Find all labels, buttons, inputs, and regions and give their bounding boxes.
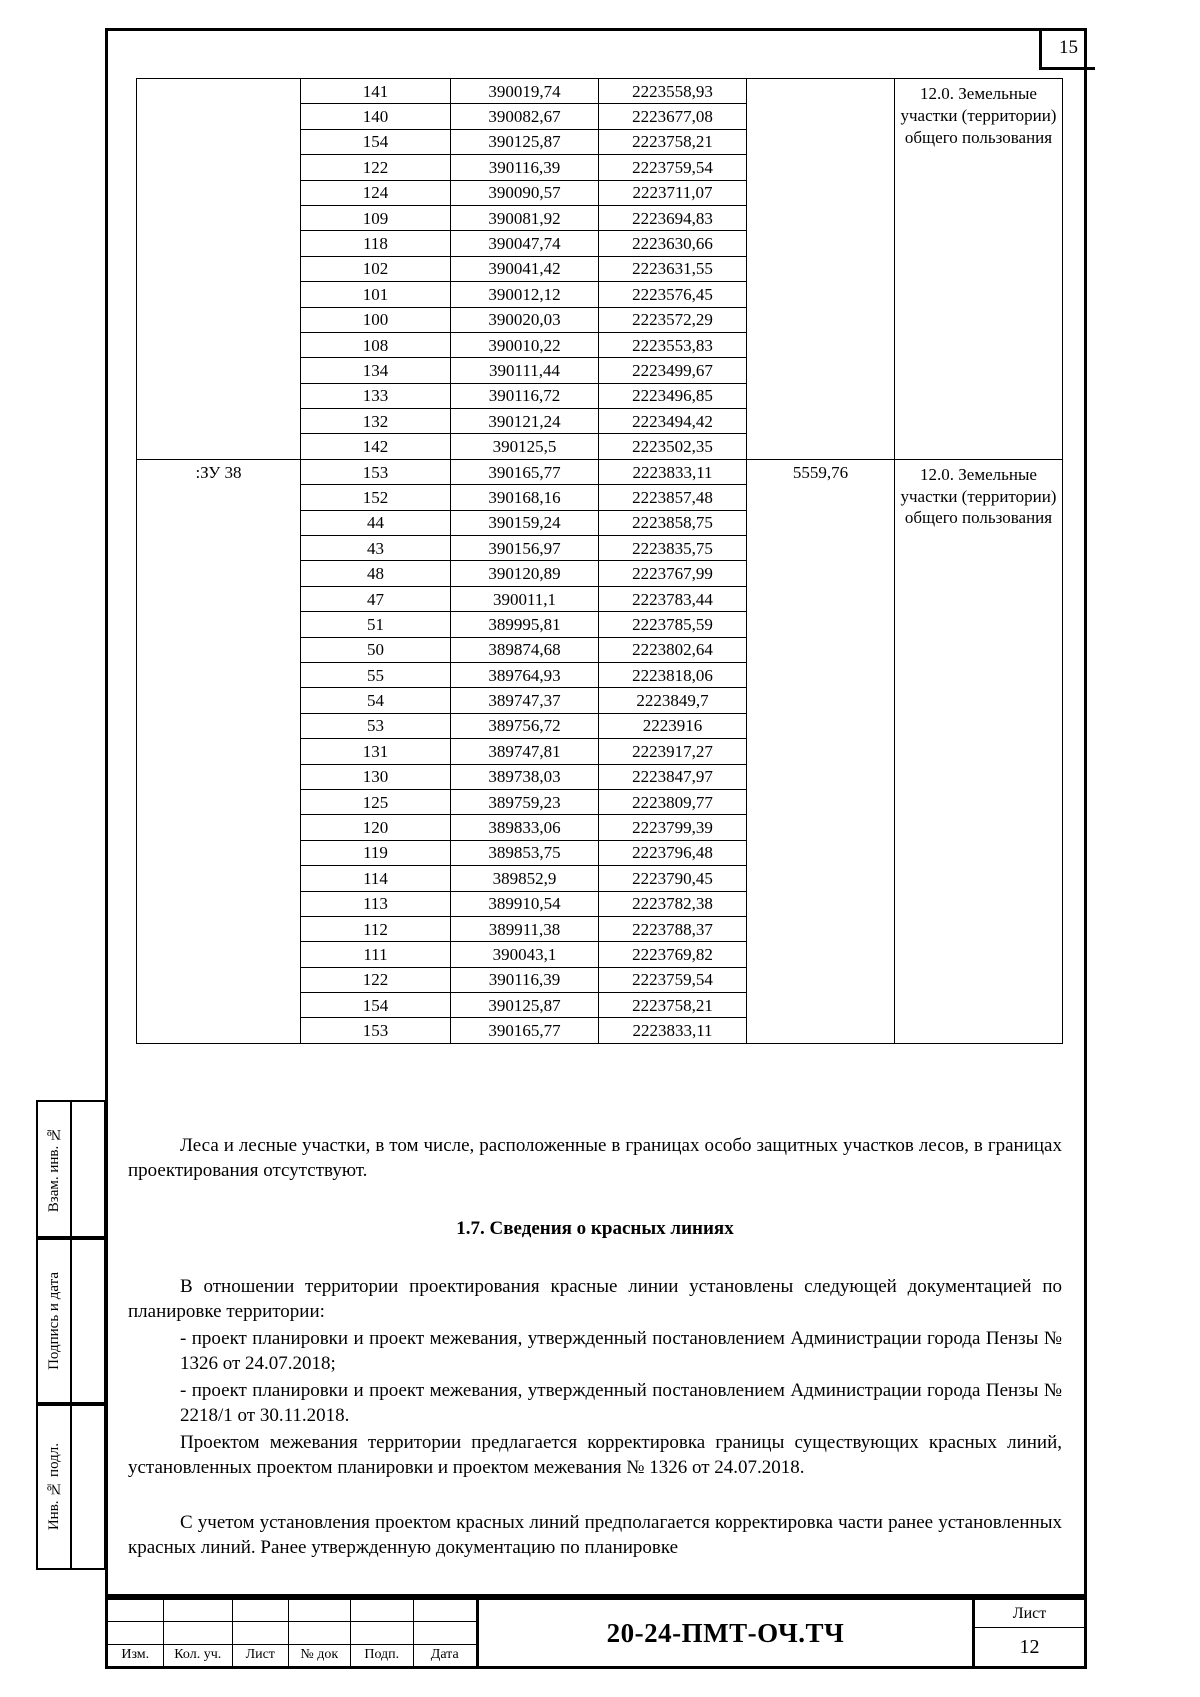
cell-coordinate-x: 390090,57 bbox=[451, 180, 599, 205]
cell-zu-designation bbox=[137, 459, 301, 1043]
intro-paragraph: В отношении территории проектирования красные линии установлены следующей документацией по планировке территории: bbox=[128, 1276, 1062, 1323]
cell-coordinate-y: 2223802,64 bbox=[599, 637, 747, 662]
tb-r1-data bbox=[414, 1600, 476, 1621]
cell-coordinate-x: 390120,89 bbox=[451, 561, 599, 586]
tb-col-ndok: № док bbox=[289, 1645, 351, 1666]
stamp-label-vzam-inv: Взам. инв. № bbox=[38, 1102, 72, 1236]
cell-coordinate-x: 390047,74 bbox=[451, 231, 599, 256]
cell-point-number: 153 bbox=[301, 1018, 451, 1043]
cell-coordinate-y: 2223916 bbox=[599, 713, 747, 738]
cell-coordinate-y: 2223833,11 bbox=[599, 1018, 747, 1043]
cell-point-number: 43 bbox=[301, 536, 451, 561]
cell-coordinate-x: 390111,44 bbox=[451, 358, 599, 383]
tb-col-list: Лист bbox=[233, 1645, 289, 1666]
stamp-inv-podl bbox=[36, 1404, 106, 1570]
cell-coordinate-x: 390010,22 bbox=[451, 332, 599, 357]
paragraph-3: Проектом межевания территории предлагается корректировка границы существующих красных линий, установленных проектом планировки и проектом межевания № 1326 от 24.07.2018. bbox=[128, 1432, 1062, 1479]
cell-coordinate-y: 2223769,82 bbox=[599, 942, 747, 967]
page-number-box bbox=[1039, 28, 1095, 70]
cell-coordinate-x: 389852,9 bbox=[451, 866, 599, 891]
cell-point-number: 108 bbox=[301, 332, 451, 357]
bullet-2-block bbox=[128, 1378, 1062, 1428]
category-text: 12.0. Земельные участки (территории) общего пользования bbox=[900, 84, 1057, 147]
paragraph-4-block bbox=[128, 1510, 1062, 1560]
title-block-row-2 bbox=[108, 1622, 476, 1644]
intro-paragraph-block bbox=[128, 1274, 1062, 1324]
cell-coordinate-y: 2223553,83 bbox=[599, 332, 747, 357]
cell-point-number: 118 bbox=[301, 231, 451, 256]
title-block bbox=[105, 1597, 1087, 1669]
cell-coordinate-y: 2223796,48 bbox=[599, 840, 747, 865]
cell-coordinate-x: 390125,87 bbox=[451, 993, 599, 1018]
cell-coordinate-x: 390082,67 bbox=[451, 104, 599, 129]
cell-coordinate-y: 2223694,83 bbox=[599, 205, 747, 230]
cell-point-number: 154 bbox=[301, 129, 451, 154]
cell-point-number: 120 bbox=[301, 815, 451, 840]
tb-r2-podp bbox=[351, 1622, 413, 1643]
cell-coordinate-y: 2223849,7 bbox=[599, 688, 747, 713]
stamp-label-inv-podl: Инв. № подл. bbox=[38, 1406, 72, 1568]
tb-col-data: Дата bbox=[430, 1647, 459, 1663]
cell-coordinate-x: 389759,23 bbox=[451, 789, 599, 814]
tb-r2-izm bbox=[108, 1622, 164, 1643]
cell-point-number: 53 bbox=[301, 713, 451, 738]
cell-coordinate-x: 390165,77 bbox=[451, 1018, 599, 1043]
section-heading-1-7 bbox=[128, 1218, 1062, 1240]
cell-point-number: 152 bbox=[301, 485, 451, 510]
cell-coordinate-x: 390043,1 bbox=[451, 942, 599, 967]
cell-coordinate-y: 2223759,54 bbox=[599, 967, 747, 992]
tb-r2-data bbox=[414, 1622, 476, 1643]
bullet-2: - проект планировки и проект межевания, утвержденный постановлением Администрации города Пензы № 2218/1 от 30.11.2018. bbox=[180, 1380, 1062, 1427]
coordinate-table bbox=[136, 78, 1063, 1044]
bullet-1-block bbox=[128, 1326, 1062, 1376]
cell-coordinate-y: 2223847,97 bbox=[599, 764, 747, 789]
cell-point-number: 111 bbox=[301, 942, 451, 967]
cell-point-number: 51 bbox=[301, 612, 451, 637]
cell-coordinate-x: 389853,75 bbox=[451, 840, 599, 865]
cell-coordinate-y: 2223759,54 bbox=[599, 155, 747, 180]
sheet-number-box bbox=[972, 1600, 1084, 1666]
cell-coordinate-y: 2223499,67 bbox=[599, 358, 747, 383]
cell-coordinate-y: 2223858,75 bbox=[599, 510, 747, 535]
cell-point-number: 101 bbox=[301, 282, 451, 307]
bullet-1: - проект планировки и проект межевания, утвержденный постановлением Администрации города Пензы № 1326 от 24.07.2018; bbox=[180, 1328, 1062, 1375]
category-text: 12.0. Земельные участки (территории) общего пользования bbox=[900, 464, 1057, 528]
cell-point-number: 55 bbox=[301, 662, 451, 687]
cell-point-number: 100 bbox=[301, 307, 451, 332]
cell-coordinate-y: 2223711,07 bbox=[599, 180, 747, 205]
cell-coordinate-x: 390165,77 bbox=[451, 459, 599, 484]
cell-coordinate-y: 2223502,35 bbox=[599, 434, 747, 459]
tb-r1-ndok bbox=[289, 1600, 351, 1621]
cell-point-number: 50 bbox=[301, 637, 451, 662]
cell-coordinate-y: 2223630,66 bbox=[599, 231, 747, 256]
paragraph-4: С учетом установления проектом красных линий предполагается корректировка части ранее установленных красных линий. Ранее утвержденную документацию по планировке bbox=[128, 1512, 1062, 1559]
cell-coordinate-y: 2223857,48 bbox=[599, 485, 747, 510]
cell-point-number: 125 bbox=[301, 789, 451, 814]
cell-coordinate-x: 390121,24 bbox=[451, 409, 599, 434]
cell-coordinate-y: 2223631,55 bbox=[599, 256, 747, 281]
cell-coordinate-y: 2223783,44 bbox=[599, 586, 747, 611]
cell-coordinate-x: 390019,74 bbox=[451, 79, 599, 104]
cell-coordinate-y: 2223677,08 bbox=[599, 104, 747, 129]
tb-col-podp: Подп. bbox=[351, 1645, 413, 1666]
cell-coordinate-x: 390156,97 bbox=[451, 536, 599, 561]
zu-value: :ЗУ 38 bbox=[195, 462, 242, 482]
cell-point-number: 54 bbox=[301, 688, 451, 713]
cell-coordinate-y: 2223790,45 bbox=[599, 866, 747, 891]
cell-point-number: 131 bbox=[301, 739, 451, 764]
cell-point-number: 109 bbox=[301, 205, 451, 230]
section-heading-text: 1.7. Сведения о красных линиях bbox=[456, 1218, 734, 1239]
forest-paragraph-block bbox=[128, 1133, 1062, 1183]
cell-coordinate-x: 389756,72 bbox=[451, 713, 599, 738]
cell-point-number: 124 bbox=[301, 180, 451, 205]
tb-r1-list bbox=[233, 1600, 289, 1621]
cell-point-number: 119 bbox=[301, 840, 451, 865]
cell-coordinate-y: 2223758,21 bbox=[599, 129, 747, 154]
tb-r2-ndok bbox=[289, 1622, 351, 1643]
stamp-blank-inv-podl bbox=[72, 1406, 104, 1568]
cell-point-number: 142 bbox=[301, 434, 451, 459]
cell-coordinate-x: 390011,1 bbox=[451, 586, 599, 611]
cell-coordinate-x: 390168,16 bbox=[451, 485, 599, 510]
stamp-blank-podpis-data bbox=[72, 1240, 104, 1402]
cell-coordinate-y: 2223917,27 bbox=[599, 739, 747, 764]
cell-point-number: 154 bbox=[301, 993, 451, 1018]
area-value: 5559,76 bbox=[792, 462, 849, 482]
forest-paragraph: Леса и лесные участки, в том числе, расположенные в границах особо защитных участков лесов, в границах проектирования отсутствуют. bbox=[128, 1135, 1062, 1182]
cell-coordinate-y: 2223809,77 bbox=[599, 789, 747, 814]
cell-point-number: 114 bbox=[301, 866, 451, 891]
page-number: 15 bbox=[1059, 36, 1078, 58]
cell-coordinate-y: 2223818,06 bbox=[599, 662, 747, 687]
cell-coordinate-x: 390125,5 bbox=[451, 434, 599, 459]
cell-category bbox=[895, 79, 1063, 460]
cell-point-number: 112 bbox=[301, 916, 451, 941]
tb-r2-list bbox=[233, 1622, 289, 1643]
stamp-podpis-data bbox=[36, 1238, 106, 1404]
cell-coordinate-x: 390116,72 bbox=[451, 383, 599, 408]
sheet-label: Лист bbox=[975, 1600, 1084, 1628]
sheet-number: 12 bbox=[1019, 1635, 1040, 1658]
cell-coordinate-y: 2223767,99 bbox=[599, 561, 747, 586]
stamp-label-podpis-data: Подпись и дата bbox=[38, 1240, 72, 1402]
cell-coordinate-y: 2223782,38 bbox=[599, 891, 747, 916]
cell-coordinate-y: 2223494,42 bbox=[599, 409, 747, 434]
cell-coordinate-x: 390012,12 bbox=[451, 282, 599, 307]
cell-coordinate-x: 390020,03 bbox=[451, 307, 599, 332]
cell-coordinate-x: 390116,39 bbox=[451, 967, 599, 992]
cell-coordinate-y: 2223572,29 bbox=[599, 307, 747, 332]
stamp-blank-vzam-inv bbox=[72, 1102, 104, 1236]
cell-coordinate-x: 389833,06 bbox=[451, 815, 599, 840]
cell-coordinate-x: 389764,93 bbox=[451, 662, 599, 687]
cell-coordinate-y: 2223788,37 bbox=[599, 916, 747, 941]
cell-coordinate-x: 389874,68 bbox=[451, 637, 599, 662]
cell-coordinate-y: 2223833,11 bbox=[599, 459, 747, 484]
cell-coordinate-y: 2223835,75 bbox=[599, 536, 747, 561]
cell-coordinate-x: 390159,24 bbox=[451, 510, 599, 535]
stamp-vzam-inv bbox=[36, 1100, 106, 1238]
document-code: 20-24-ПМТ-ОЧ.ТЧ bbox=[606, 1617, 845, 1648]
cell-coordinate-x: 389747,81 bbox=[451, 739, 599, 764]
cell-point-number: 122 bbox=[301, 967, 451, 992]
cell-point-number: 102 bbox=[301, 256, 451, 281]
cell-coordinate-y: 2223785,59 bbox=[599, 612, 747, 637]
cell-point-number: 140 bbox=[301, 104, 451, 129]
cell-coordinate-y: 2223496,85 bbox=[599, 383, 747, 408]
cell-point-number: 44 bbox=[301, 510, 451, 535]
title-block-header-row bbox=[108, 1645, 476, 1666]
cell-coordinate-x: 390041,42 bbox=[451, 256, 599, 281]
cell-area bbox=[747, 459, 895, 1043]
paragraph-3-block bbox=[128, 1430, 1062, 1480]
cell-coordinate-x: 390116,39 bbox=[451, 155, 599, 180]
cell-coordinate-x: 389910,54 bbox=[451, 891, 599, 916]
cell-coordinate-x: 389738,03 bbox=[451, 764, 599, 789]
cell-point-number: 153 bbox=[301, 459, 451, 484]
tb-col-izm: Изм. bbox=[108, 1645, 164, 1666]
cell-category bbox=[895, 459, 1063, 1043]
cell-zu-designation bbox=[137, 79, 301, 460]
cell-coordinate-y: 2223576,45 bbox=[599, 282, 747, 307]
title-block-revision-grid bbox=[108, 1600, 479, 1666]
tb-r1-kol bbox=[164, 1600, 233, 1621]
cell-point-number: 134 bbox=[301, 358, 451, 383]
tb-r1-izm bbox=[108, 1600, 164, 1621]
tb-r2-kol bbox=[164, 1622, 233, 1643]
cell-point-number: 48 bbox=[301, 561, 451, 586]
cell-coordinate-y: 2223799,39 bbox=[599, 815, 747, 840]
cell-point-number: 130 bbox=[301, 764, 451, 789]
cell-point-number: 132 bbox=[301, 409, 451, 434]
coordinate-table-container bbox=[136, 78, 1062, 1044]
cell-point-number: 113 bbox=[301, 891, 451, 916]
table-row bbox=[137, 459, 1063, 484]
cell-point-number: 47 bbox=[301, 586, 451, 611]
table-row bbox=[137, 79, 1063, 104]
cell-area bbox=[747, 79, 895, 460]
cell-coordinate-y: 2223558,93 bbox=[599, 79, 747, 104]
cell-coordinate-x: 390125,87 bbox=[451, 129, 599, 154]
tb-r1-podp bbox=[351, 1600, 413, 1621]
cell-coordinate-x: 389911,38 bbox=[451, 916, 599, 941]
cell-point-number: 133 bbox=[301, 383, 451, 408]
title-block-row-1 bbox=[108, 1600, 476, 1622]
cell-coordinate-y: 2223758,21 bbox=[599, 993, 747, 1018]
tb-col-kol: Кол. уч. bbox=[164, 1645, 233, 1666]
cell-point-number: 141 bbox=[301, 79, 451, 104]
cell-point-number: 122 bbox=[301, 155, 451, 180]
cell-coordinate-x: 389995,81 bbox=[451, 612, 599, 637]
cell-coordinate-x: 389747,37 bbox=[451, 688, 599, 713]
cell-coordinate-x: 390081,92 bbox=[451, 205, 599, 230]
